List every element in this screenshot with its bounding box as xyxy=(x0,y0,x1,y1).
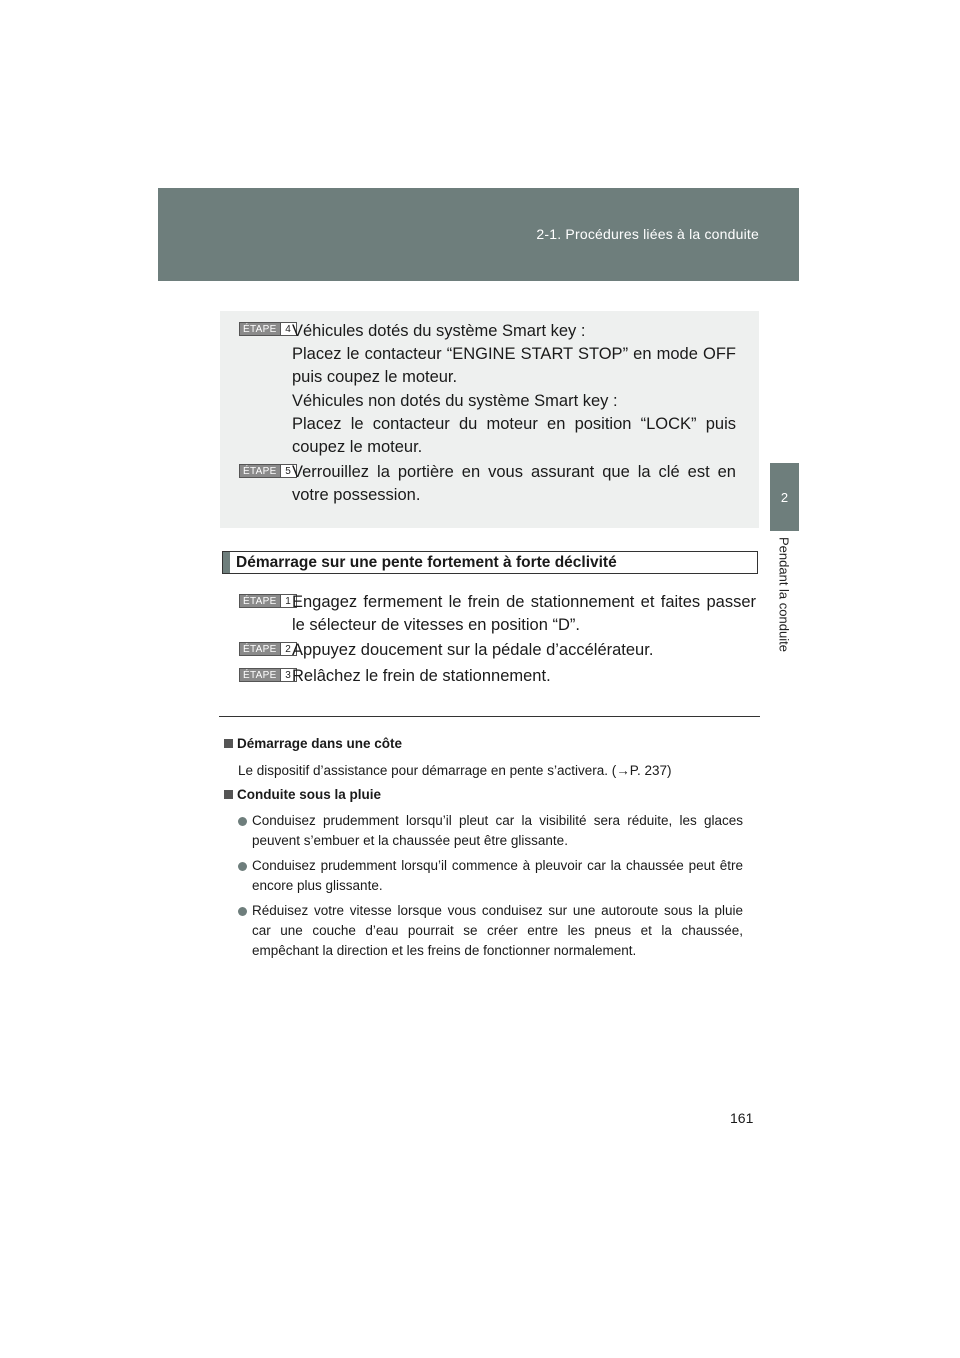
section-heading xyxy=(222,551,758,574)
square-bullet-icon xyxy=(224,790,233,799)
step-badge-label: ÉTAPE xyxy=(240,669,280,681)
step-4-line-1: Véhicules dotés du système Smart key : xyxy=(292,322,586,340)
circle-bullet-icon xyxy=(238,907,247,916)
note-heading-hill xyxy=(224,736,402,751)
step-badge-number: 2 xyxy=(280,643,296,655)
chapter-tab xyxy=(770,463,799,531)
circle-bullet-icon xyxy=(238,862,247,871)
chapter-tab-number: 2 xyxy=(780,489,789,505)
step-4-line-2: Placez le contacteur “ENGINE START STOP” en mode OFF puis coupez le moteur. xyxy=(292,345,736,386)
rain-bullet-3: Réduisez votre vitesse lorsque vous conduisez sur une autoroute sous la pluie car une couche d’eau pourrait se créer entre les pneus et la chaussée, empêchant la direction et les freins de fonctionner normalement. xyxy=(252,903,743,958)
chapter-side-label-text: Pendant la conduite xyxy=(776,537,792,652)
square-bullet-icon xyxy=(224,739,233,748)
step-badge-number: 3 xyxy=(280,669,296,681)
step-badge-3 xyxy=(239,668,297,682)
step-badge-label: ÉTAPE xyxy=(240,323,280,335)
step-badge-label: ÉTAPE xyxy=(240,595,280,607)
chapter-title: 2-1. Procédures liées à la conduite xyxy=(536,226,759,242)
section-step-1-text: Engagez fermement le frein de stationnement et faites passer le sélecteur de vitesses en position “D”. xyxy=(292,593,756,634)
step-badge-number: 4 xyxy=(280,323,296,335)
section-step-3-text: Relâchez le frein de stationnement. xyxy=(292,667,551,685)
section-step-2-text: Appuyez doucement sur la pédale d’accélérateur. xyxy=(292,641,654,659)
step-badge-2 xyxy=(239,642,297,656)
header-band xyxy=(158,188,799,281)
step-5-line-1: Verrouillez la portière en vous assurant que la clé est en votre possession. xyxy=(292,463,736,504)
note-heading-hill-text: Démarrage dans une côte xyxy=(237,736,403,751)
circle-bullet-icon xyxy=(238,817,247,826)
section-heading-title: Démarrage sur une pente fortement à forte déclivité xyxy=(236,554,617,571)
step-badge-5 xyxy=(239,464,297,478)
step-badge-4 xyxy=(239,322,297,336)
step-badge-1 xyxy=(239,594,297,608)
section-heading-marker xyxy=(223,552,230,573)
step-badge-label: ÉTAPE xyxy=(240,465,280,477)
note-hill-text: Le dispositif d’assistance pour démarrage en pente s’activera. (→P. 237) xyxy=(238,763,672,778)
notes-divider xyxy=(219,716,760,717)
rain-bullet-1: Conduisez prudemment lorsqu’il pleut car la visibilité sera réduite, les glaces peuvent s’embuer et la chaussée peut être glissante. xyxy=(252,813,743,848)
page-number: 161 xyxy=(730,1110,754,1126)
step-badge-number: 1 xyxy=(280,595,296,607)
step-4-line-3: Véhicules non dotés du système Smart key : xyxy=(292,392,618,410)
note-heading-rain-text: Conduite sous la pluie xyxy=(237,787,382,802)
step-4-line-4: Placez le contacteur du moteur en position “LOCK” puis coupez le moteur. xyxy=(292,415,736,456)
rain-bullet-2: Conduisez prudemment lorsqu’il commence à pleuvoir car la chaussée peut être encore plus glissante. xyxy=(252,858,743,893)
step-badge-label: ÉTAPE xyxy=(240,643,280,655)
chapter-side-label xyxy=(769,537,799,677)
note-heading-rain xyxy=(224,787,381,802)
step-badge-number: 5 xyxy=(280,465,296,477)
